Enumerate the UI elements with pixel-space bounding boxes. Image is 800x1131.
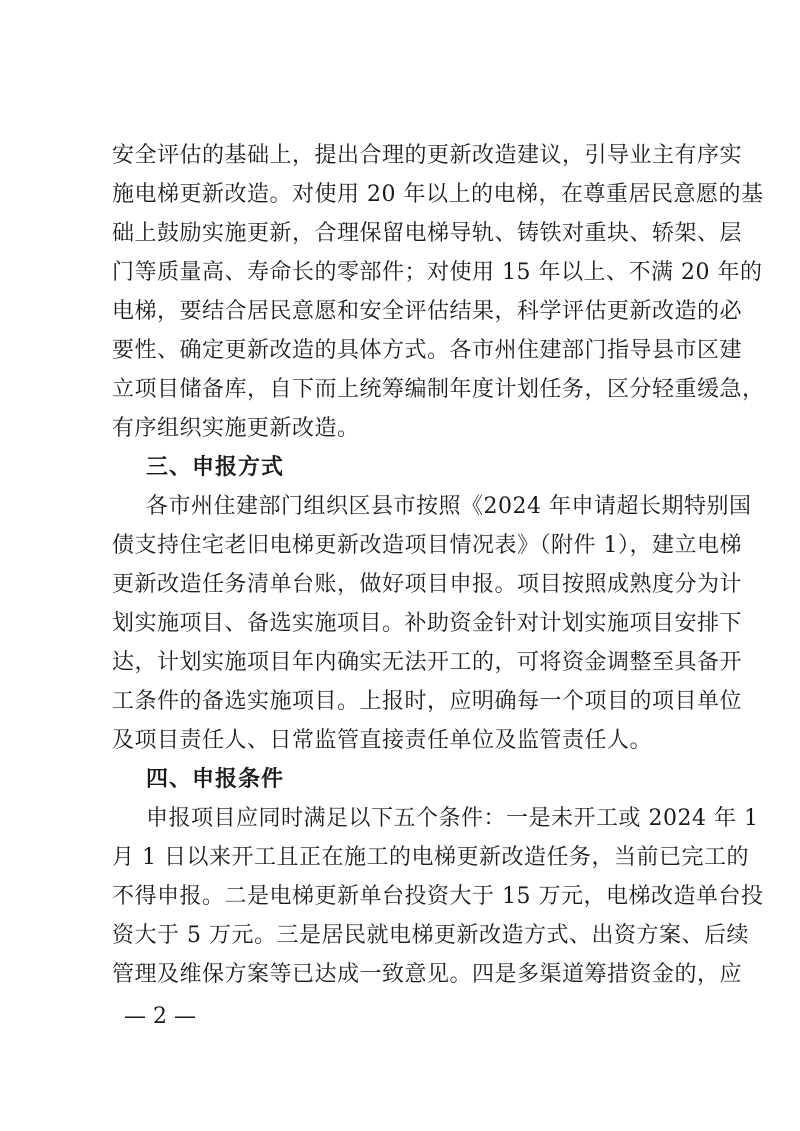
paragraph-2-line-5: 达，计划实施项目年内确实无法开工的，可将资金调整至具备开 [112, 650, 743, 675]
paragraph-2-line-3: 更新改造任务清单台账，做好项目申报。项目按照成熟度分为计 [112, 572, 743, 597]
page-number: — 2 — [124, 1004, 196, 1029]
paragraph-1-line-5: 电梯，要结合居民意愿和安全评估结果，科学评估更新改造的必 [112, 299, 743, 324]
paragraph-1-line-8: 有序组织实施更新改造。 [112, 416, 360, 441]
paragraph-3-line-2: 月 1 日以来开工且正在施工的电梯更新改造任务，当前已完工的 [112, 845, 749, 870]
paragraph-1-line-6: 要性、确定更新改造的具体方式。各市州住建部门指导县市区建 [112, 338, 743, 363]
paragraph-1-line-3: 础上鼓励实施更新，合理保留电梯导轨、铸铁对重块、轿架、层 [112, 221, 743, 246]
paragraph-2-line-6: 工条件的备选实施项目。上报时，应明确每一个项目的项目单位 [112, 689, 743, 714]
paragraph-3-line-1: 申报项目应同时满足以下五个条件：一是未开工或 2024 年 1 [146, 806, 759, 831]
paragraph-2-line-2: 债支持住宅老旧电梯更新改造项目情况表》（附件 1），建立电梯 [112, 533, 742, 558]
paragraph-2-line-7: 及项目责任人、日常监管直接责任单位及监管责任人。 [112, 728, 653, 753]
section-heading-4: 四、申报条件 [146, 767, 285, 792]
section-heading-3: 三、申报方式 [146, 455, 285, 480]
paragraph-3-line-4: 资大于 5 万元。三是居民就电梯更新改造方式、出资方案、后续 [112, 923, 749, 948]
paragraph-1-line-2: 施电梯更新改造。对使用 20 年以上的电梯，在尊重居民意愿的基 [112, 182, 764, 207]
paragraph-3-line-5: 管理及维保方案等已达成一致意见。四是多渠道筹措资金的，应 [112, 962, 743, 987]
paragraph-1-line-1: 安全评估的基础上，提出合理的更新改造建议，引导业主有序实 [112, 143, 743, 168]
paragraph-3-line-3: 不得申报。二是电梯更新单台投资大于 15 万元，电梯改造单台投 [112, 884, 764, 909]
paragraph-1-line-7: 立项目储备库，自下而上统筹编制年度计划任务，区分轻重缓急， [112, 377, 765, 402]
paragraph-2-line-4: 划实施项目、备选实施项目。补助资金针对计划实施项目安排下 [112, 611, 743, 636]
paragraph-2-line-1: 各市州住建部门组织区县市按照《2024 年申请超长期特别国 [146, 494, 752, 519]
paragraph-1-line-4: 门等质量高、寿命长的零部件；对使用 15 年以上、不满 20 年的 [112, 260, 763, 285]
